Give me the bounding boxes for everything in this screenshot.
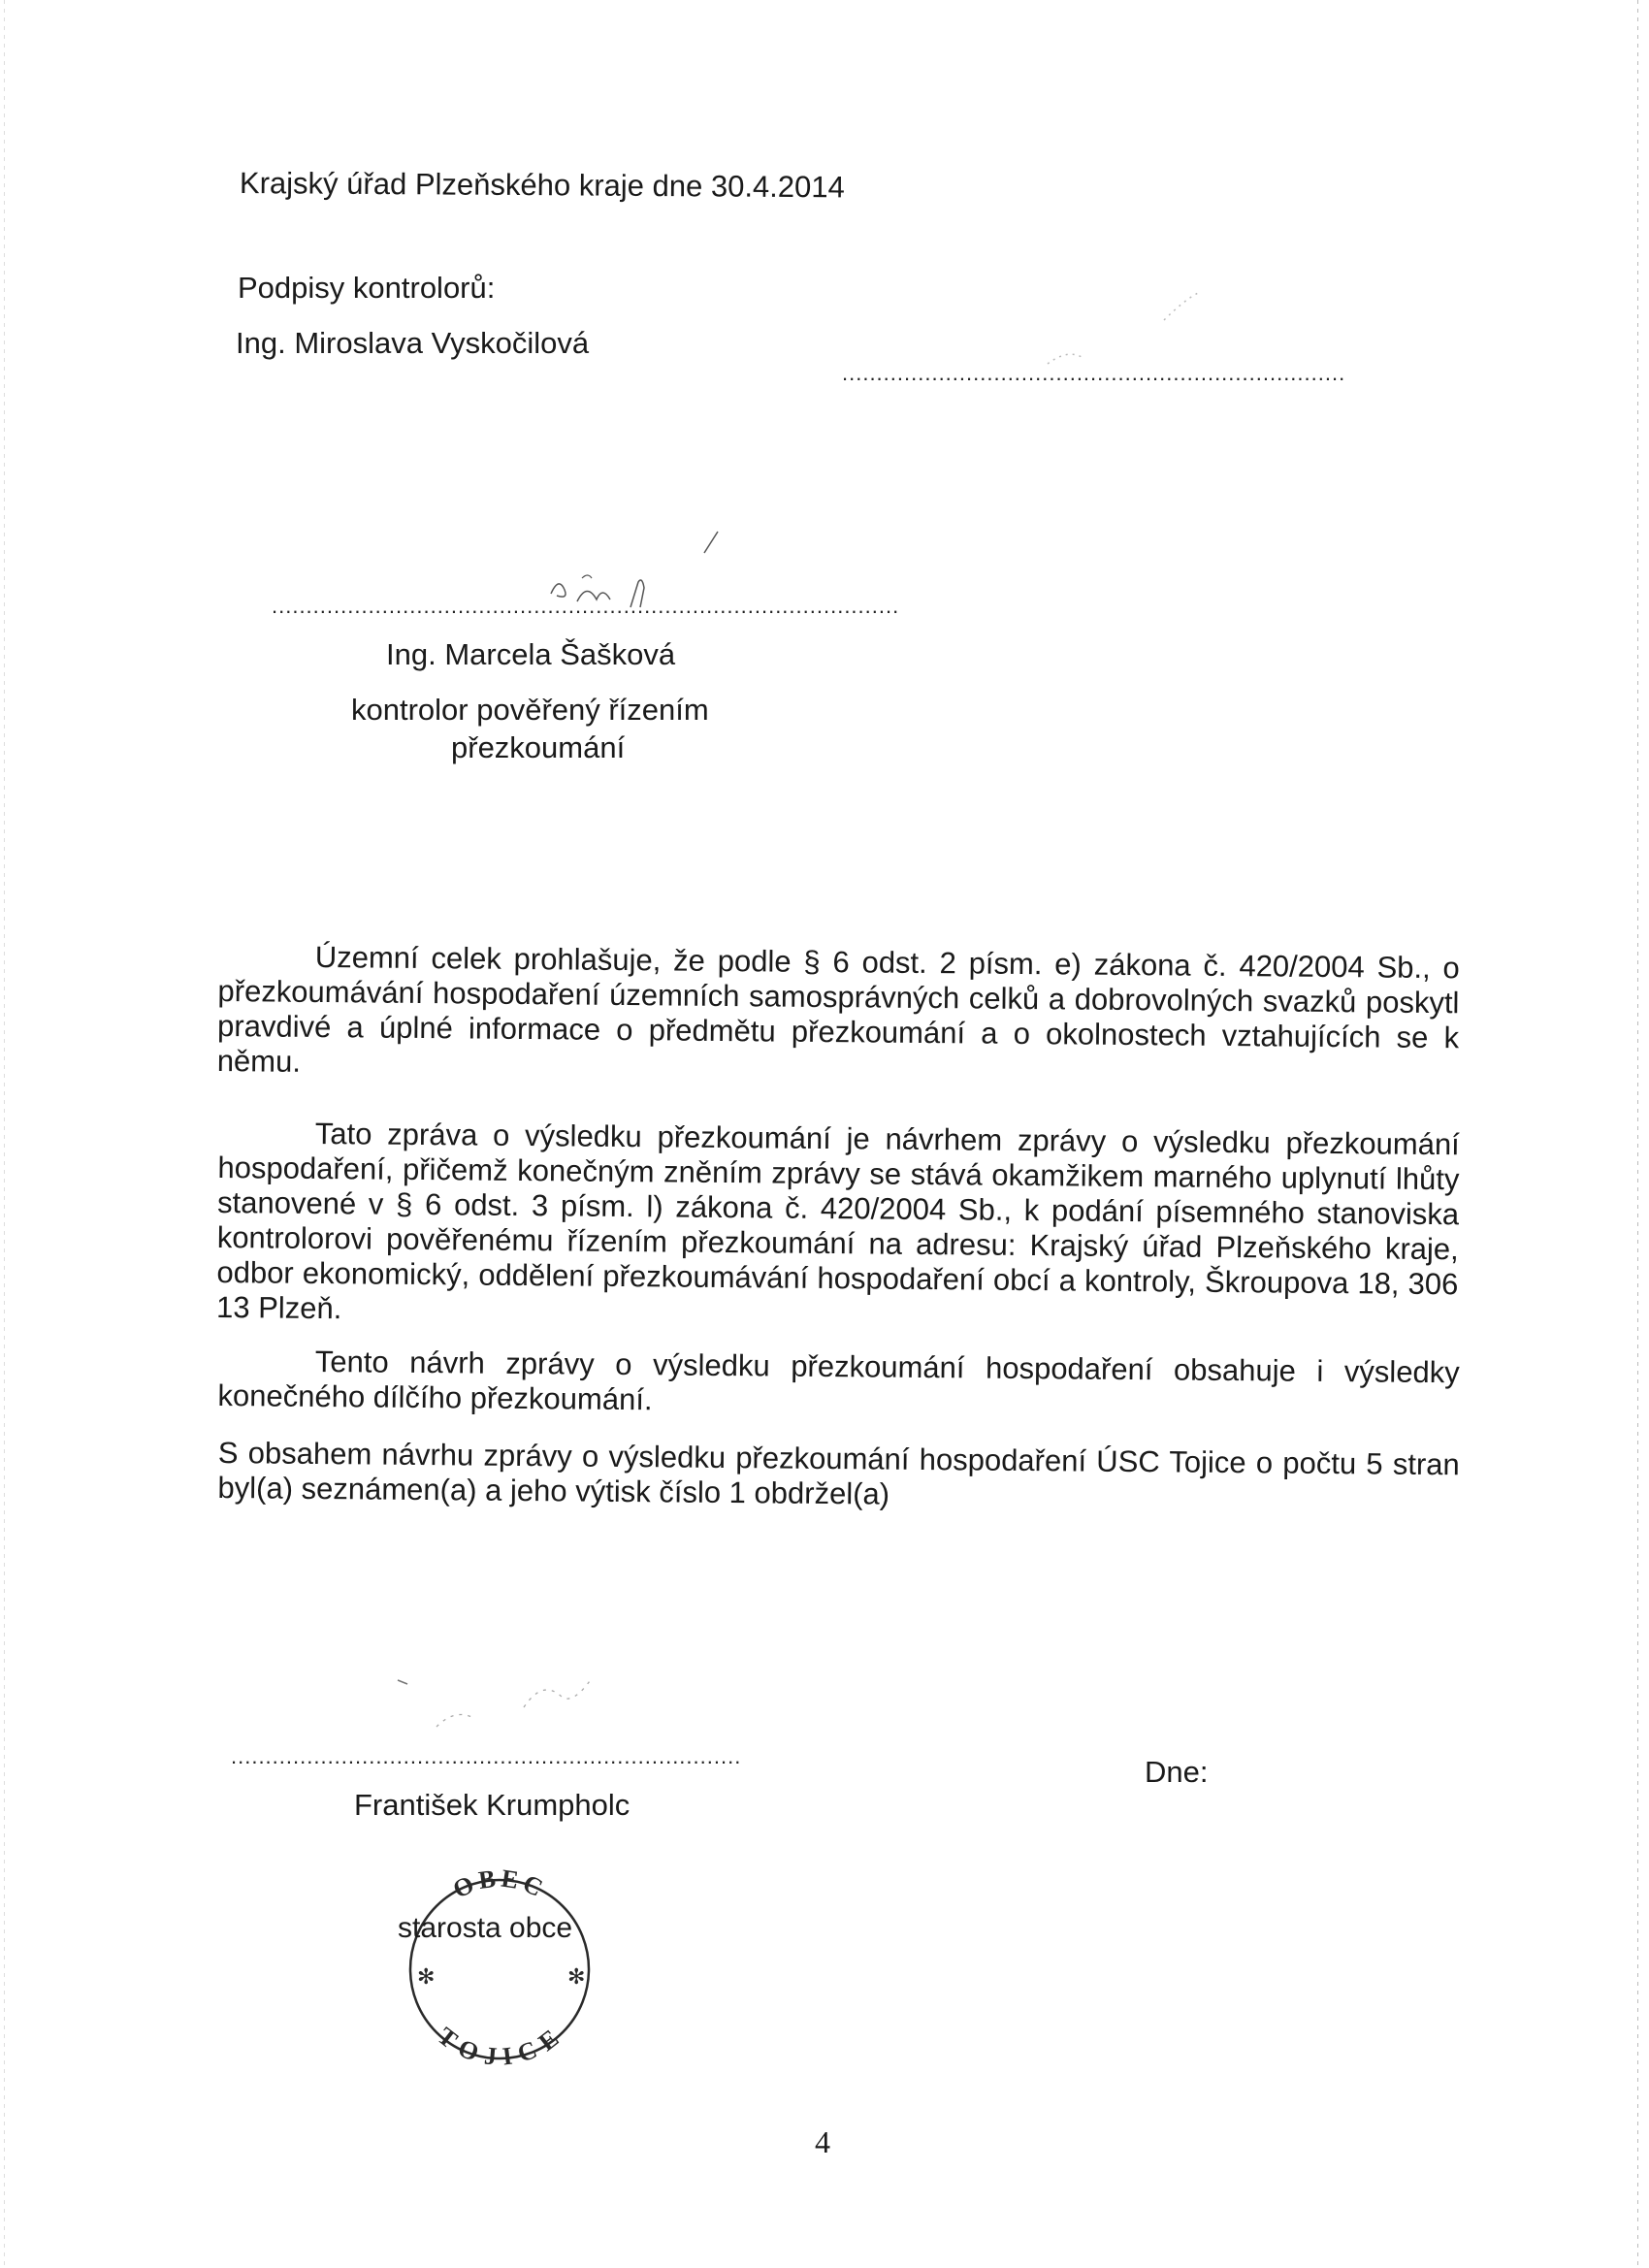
controller-2-signature-line: ...........................................................................................	[272, 594, 900, 618]
mayor-signature-line: ..........................................................................	[231, 1744, 742, 1768]
paragraph-3-text: Tento návrh zprávy o výsledku přezkoumání hospodaření obsahuje i výsledky konečného dílčího přezkoumání.	[217, 1344, 1460, 1417]
place-date-line: Krajský úřad Plzeňského kraje dne 30.4.2014	[239, 166, 845, 205]
controller-1-name: Ing. Miroslava Vyskočilová	[236, 326, 590, 360]
controller-2-role-line2: přezkoumání	[451, 730, 626, 764]
paragraph-1-text: Územní celek prohlašuje, že podle § 6 odst. 2 písm. e) zákona č. 420/2004 Sb., o přezkoumávání hospodaření územních samosprávných celků a dobrovolných svazků poskytl pravdivé a úplné informace o předmětu přezkoumání a o okolnostech vztahujících se k němu.	[216, 939, 1460, 1079]
paragraph-indent	[218, 1143, 315, 1144]
mayor-signature	[320, 1669, 689, 1756]
paragraph-indent	[218, 1371, 315, 1372]
paragraph-indent	[218, 966, 315, 967]
partial-review-paragraph	[217, 1344, 1460, 1425]
stamp-star-right: ✻	[567, 1964, 586, 1989]
date-label: Dne:	[1145, 1755, 1209, 1789]
signatures-heading: Podpisy kontrolorů:	[238, 271, 496, 305]
stamp-overlay-text: starosta obce	[398, 1912, 573, 1944]
scan-edge-left	[4, 0, 5, 2268]
controller-1-signature	[1028, 281, 1222, 378]
paragraph-4-text: S obsahem návrhu zprávy o výsledku přezkoumání hospodaření ÚSC Tojice o počtu 5 stran byl(a) seznámen(a) a jeho výtisk číslo 1 obdržel(a)	[217, 1436, 1460, 1511]
controller-2-role-line1: kontrolor pověřený řízením	[351, 693, 709, 727]
controller-2-name: Ing. Marcela Šašková	[386, 637, 676, 671]
controller-1-signature-line: .........................................................................	[842, 361, 1346, 385]
stamp-star-left: ✻	[417, 1964, 436, 1989]
paragraph-2-text: Tato zpráva o výsledku přezkoumání je návrhem zprávy o výsledku přezkoumání hospodaření, přičemž konečným zněním zprávy se stává okamžikem marného uplynutí lhůty stanovené v § 6 odst. 3 písm. l) zákona č. 420/2004 Sb., k podání písemného stanoviska kontrolorovi pověřenému řízením přezkoumání na adresu: Krajský úřad Plzeňského kraje, odbor ekonomický, oddělení přezkoumávání hospodaření obcí a kontroly, Škroupova 18, 306 13 Plzeň.	[215, 1116, 1460, 1326]
municipal-stamp	[388, 1867, 611, 2071]
page-number: 4	[815, 2124, 830, 2159]
report-status-paragraph	[216, 1116, 1460, 1337]
mayor-name: František Krumpholc	[354, 1788, 630, 1822]
stamp-bottom-text: TOJICE	[432, 2022, 567, 2071]
declaration-paragraph	[217, 939, 1460, 1090]
receipt-paragraph	[217, 1436, 1460, 1517]
scan-edge-right	[1637, 0, 1638, 2268]
stamp-top-text: OBEC	[448, 1867, 551, 1904]
